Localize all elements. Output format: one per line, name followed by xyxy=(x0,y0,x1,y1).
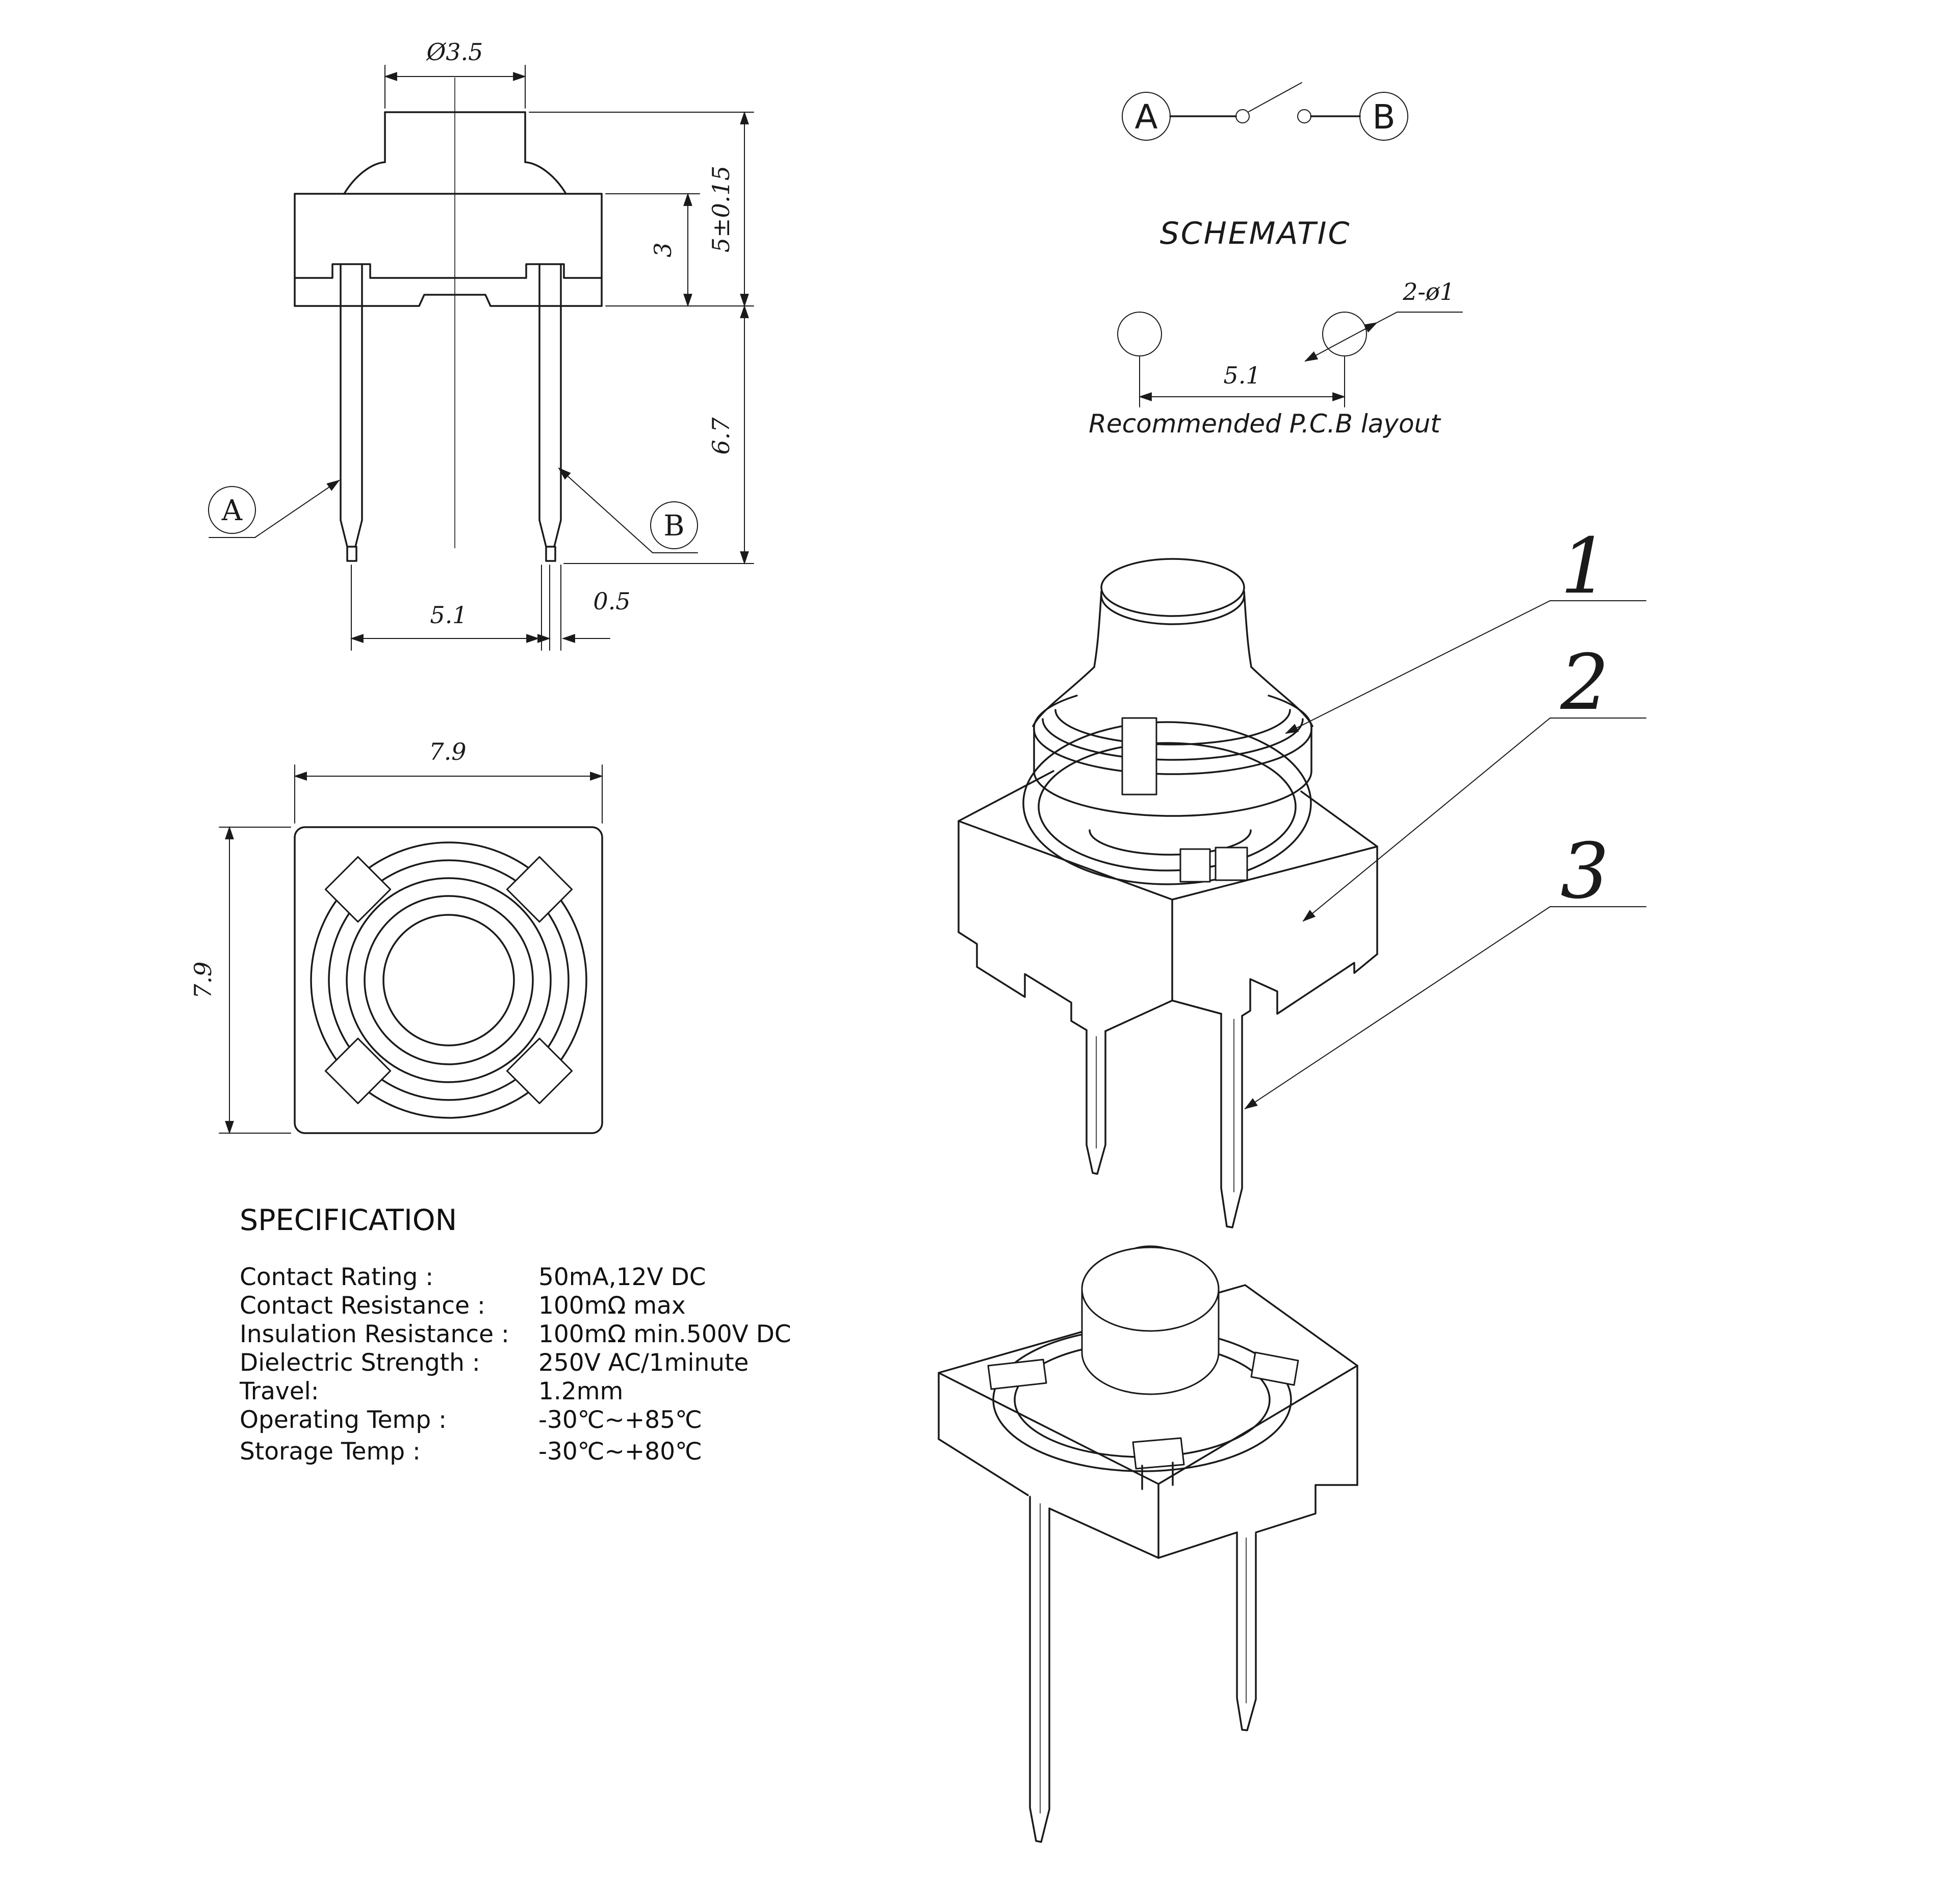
dim-lead-width xyxy=(494,565,631,650)
switch-lever xyxy=(1249,83,1302,112)
front-view xyxy=(209,38,754,650)
pcb-hole-callout-text: 2-ø1 xyxy=(1403,278,1455,305)
spec-row-label: Contact Resistance : xyxy=(240,1292,485,1320)
assembled-view xyxy=(939,1246,1357,1842)
terminal-label-b xyxy=(559,468,698,553)
assembled-lead-left xyxy=(1030,1497,1049,1842)
exploded-lead-left xyxy=(1087,1030,1105,1174)
lead-b xyxy=(539,264,561,561)
dim-stem-diameter-text: Ø3.5 xyxy=(426,38,483,66)
pcb-pitch-dim xyxy=(1140,357,1345,407)
switch-contact-right xyxy=(1298,110,1311,123)
part-1-text: 1 xyxy=(1560,522,1609,611)
spec-row-value: -30℃~+80℃ xyxy=(538,1438,702,1466)
top-view xyxy=(189,738,602,1133)
part-2-text: 2 xyxy=(1560,638,1609,727)
exploded-lead-right xyxy=(1221,1014,1242,1227)
lead-a xyxy=(341,264,362,561)
dim-lead-pitch-text: 5.1 xyxy=(430,601,468,629)
dim-lead-pitch xyxy=(351,565,550,650)
schematic-a-text: A xyxy=(1134,97,1158,137)
spec-title: SPECIFICATION xyxy=(240,1203,457,1237)
schematic-title: SCHEMATIC xyxy=(1159,216,1351,251)
terminal-a-text: A xyxy=(221,494,243,527)
spec-row-label: Insulation Resistance : xyxy=(240,1320,509,1348)
dim-top-width-text: 7.9 xyxy=(429,738,467,765)
dim-body-height-text: 3 xyxy=(649,242,677,258)
switch-contact-left xyxy=(1236,110,1249,123)
top-view-rings xyxy=(311,842,586,1118)
pcb-hole-right xyxy=(1323,312,1366,356)
assembled-button xyxy=(1082,1246,1219,1394)
schematic-b-text: B xyxy=(1372,97,1396,137)
dim-total-height-text: 5±0.15 xyxy=(707,165,735,253)
pcb-pitch-text: 5.1 xyxy=(1223,362,1261,389)
dim-top-height-text: 7.9 xyxy=(189,961,217,999)
ring-tab-right xyxy=(1251,1352,1298,1385)
dim-top-height xyxy=(189,827,291,1133)
spec-row-value: 50mA,12V DC xyxy=(538,1263,706,1291)
dim-lead-width-text: 0.5 xyxy=(593,587,631,615)
spec-row-label: Travel: xyxy=(240,1377,319,1405)
terminal-b-text: B xyxy=(663,509,685,543)
plunger-circle xyxy=(383,915,514,1045)
tab-sw xyxy=(325,1038,390,1103)
spec-row-value: 250V AC/1minute xyxy=(538,1349,749,1377)
spec-row-label: Operating Temp : xyxy=(240,1406,447,1434)
part-label-3 xyxy=(1245,827,1646,1109)
dim-lead-length xyxy=(564,306,754,564)
dim-body-height xyxy=(606,194,700,306)
tab-se xyxy=(507,1038,572,1103)
pcb-caption: Recommended P.C.B layout xyxy=(1089,409,1440,439)
spec-row-value: -30℃~+85℃ xyxy=(538,1406,702,1434)
exploded-housing xyxy=(959,718,1377,1227)
collar-tooth-left xyxy=(1180,849,1210,882)
part-3-text: 3 xyxy=(1560,827,1609,916)
terminal-label-a xyxy=(209,480,339,537)
tab-ne xyxy=(507,857,572,921)
assembled-lead-right xyxy=(1237,1532,1256,1730)
pcb-layout xyxy=(1089,278,1462,439)
spec-row-value: 100mΩ min.500V DC xyxy=(538,1320,791,1348)
dim-lead-length-text: 6.7 xyxy=(707,417,735,455)
spec-row-value: 100mΩ max xyxy=(538,1292,686,1320)
spec-row-value: 1.2mm xyxy=(538,1377,624,1405)
spec-row-label: Storage Temp : xyxy=(240,1438,421,1466)
spec-row-label: Dielectric Strength : xyxy=(240,1349,480,1377)
exploded-view xyxy=(959,522,1646,1227)
schematic xyxy=(1122,83,1408,251)
ring-tab-left xyxy=(988,1360,1046,1389)
tab-nw xyxy=(325,857,390,921)
exploded-cap xyxy=(1033,559,1312,816)
specification-table xyxy=(239,1203,791,1466)
ring-tab-bottom xyxy=(1133,1438,1184,1469)
pcb-hole-left xyxy=(1118,312,1162,356)
dim-total-height xyxy=(529,112,754,306)
collar-tooth-right xyxy=(1216,848,1247,880)
dim-top-width xyxy=(295,738,602,823)
spec-row-label: Contact Rating : xyxy=(240,1263,434,1291)
collar-rear-notch xyxy=(1122,718,1156,795)
pcb-hole-callout xyxy=(1305,278,1462,361)
